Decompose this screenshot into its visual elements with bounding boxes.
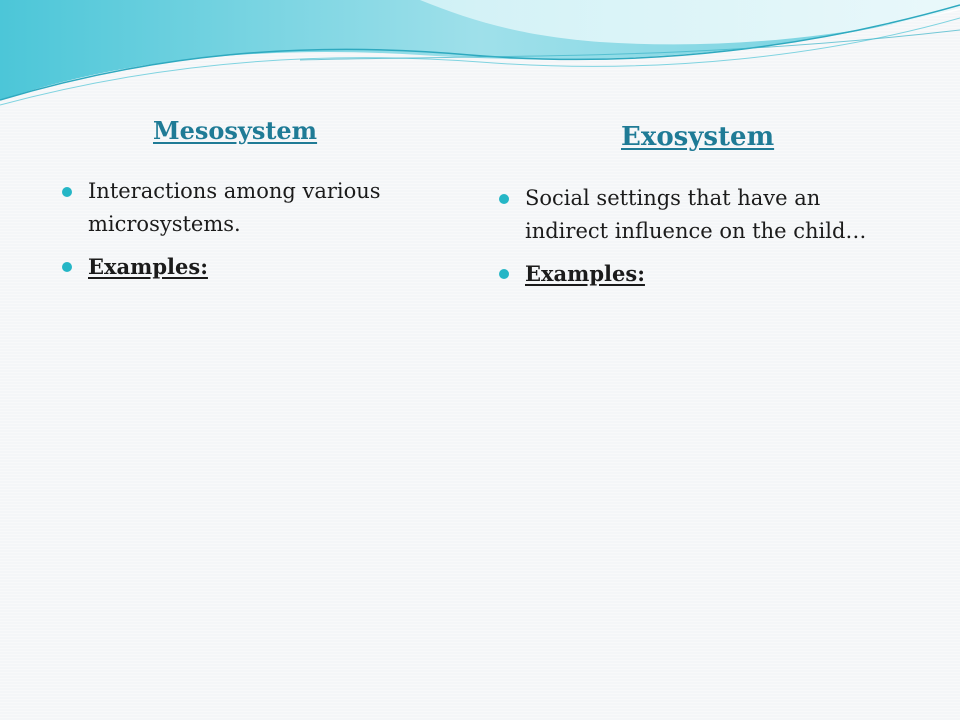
list-item [497, 182, 887, 248]
list-item [60, 175, 445, 241]
mesosystem-heading: Mesosystem [153, 116, 318, 145]
mesosystem-definition: Interactions among various microsystems. [88, 179, 381, 236]
list-item [60, 250, 445, 284]
bullet-dot-icon [499, 194, 509, 204]
exosystem-bullet-list [497, 182, 887, 300]
bullet-dot-icon [62, 187, 72, 197]
exosystem-heading: Exosystem [621, 122, 775, 152]
mesosystem-bullet-list [60, 175, 445, 293]
bullet-dot-icon [62, 262, 72, 272]
exosystem-definition: Social settings that have an indirect influence on the child… [525, 186, 867, 243]
mesosystem-examples-label: Examples: [88, 254, 208, 279]
bullet-dot-icon [499, 269, 509, 279]
exosystem-examples-label: Examples: [525, 261, 645, 286]
header-wave-decoration [0, 0, 960, 130]
list-item [497, 257, 887, 291]
